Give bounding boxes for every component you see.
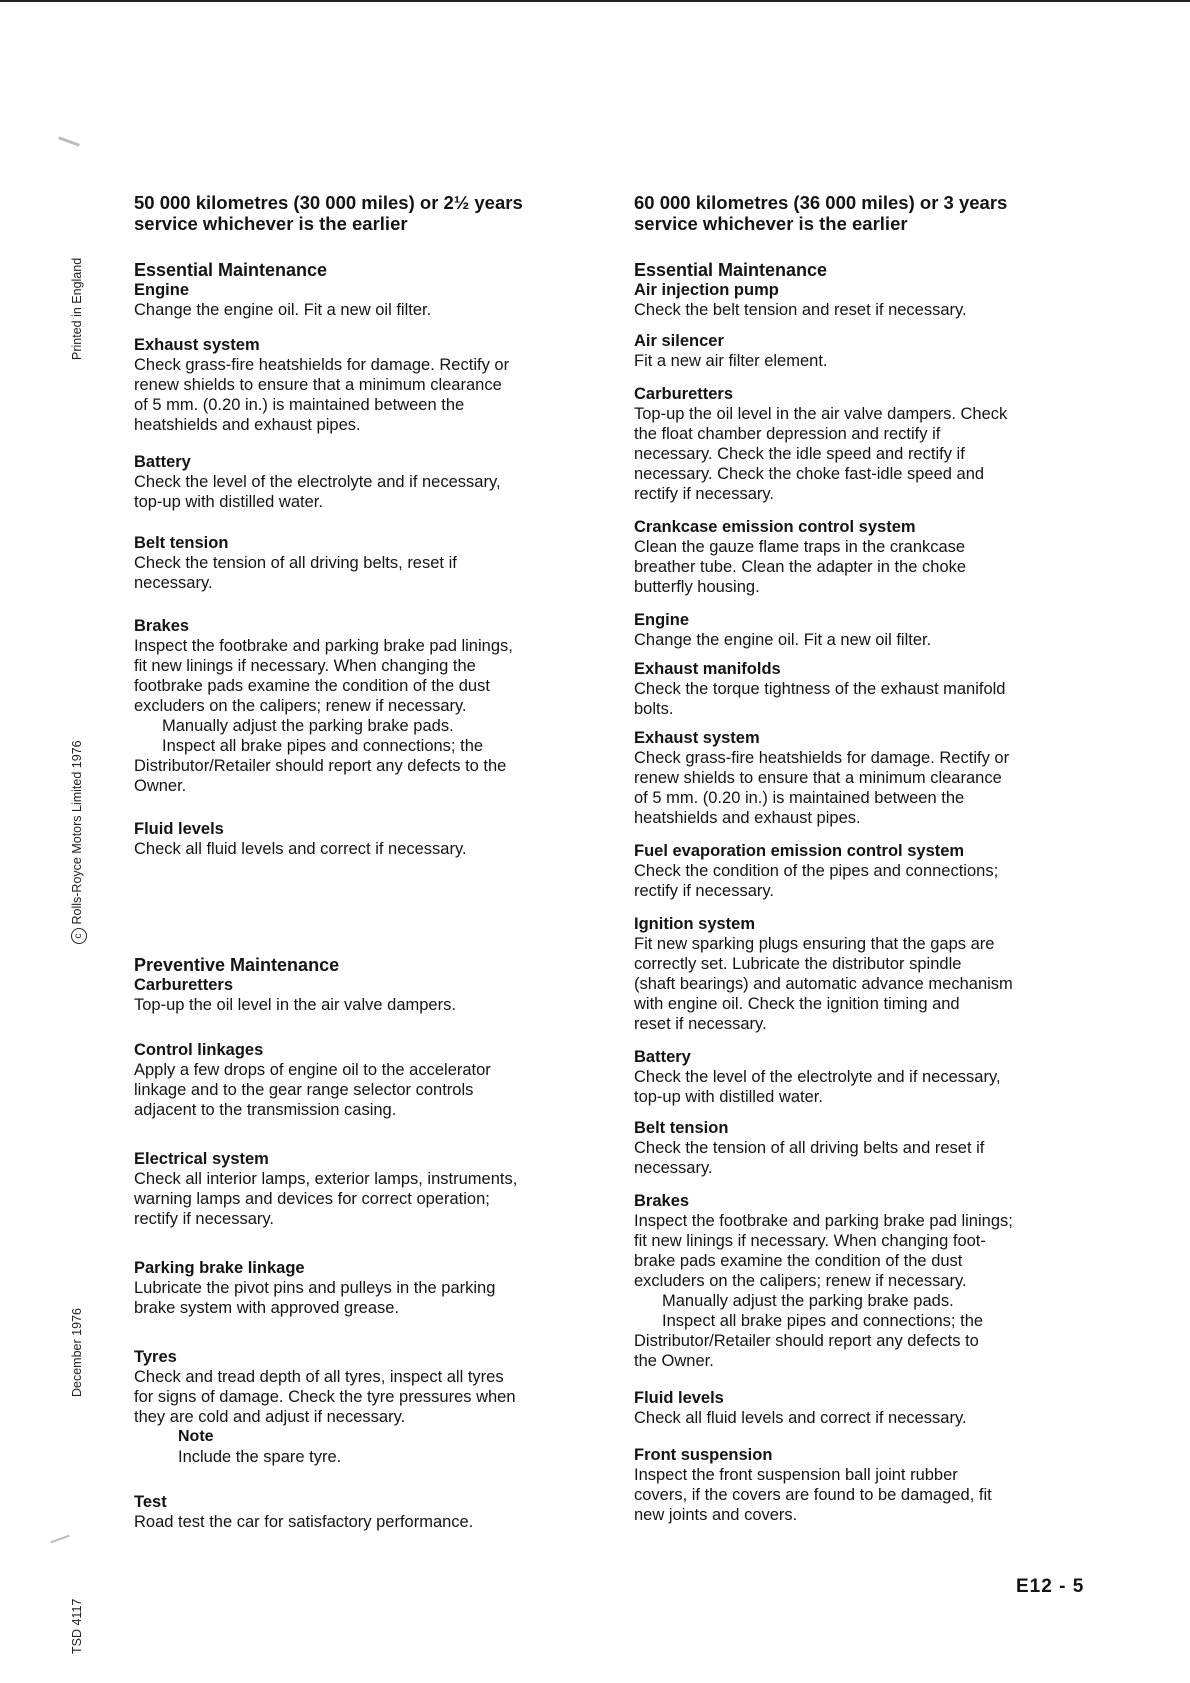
text-line: Inspect all brake pipes and connections; the: [662, 1312, 984, 1330]
left-essential-title: Essential Maintenance: [134, 260, 328, 280]
text-line: Apply a few drops of engine oil to the accelerator: [134, 1061, 491, 1079]
section-title: Exhaust system: [634, 729, 760, 747]
section-body: [134, 1060, 614, 1120]
section-title: Belt tension: [634, 1119, 729, 1137]
text-line: Check grass-fire heatshields for damage. Rectify or: [634, 749, 1010, 767]
text-line: Check the belt tension and reset if necessary.: [634, 301, 967, 319]
section-brakes: [634, 1192, 1104, 1371]
section-title: Carburetters: [634, 385, 734, 403]
section-title: Belt tension: [134, 534, 229, 552]
text-line: Check grass-fire heatshields for damage. Rectify or: [134, 356, 510, 374]
section-control-linkages: [134, 1041, 614, 1120]
copyright-notice: [70, 740, 87, 948]
section-brakes: [134, 617, 614, 796]
text-line: adjacent to the transmission casing.: [134, 1101, 397, 1119]
section-title: Battery: [634, 1048, 691, 1066]
section-body: [134, 1512, 614, 1532]
right-interval-heading: [634, 192, 1104, 234]
section-body: [634, 1211, 1104, 1371]
text-line: (shaft bearings) and automatic advance mechanism: [634, 975, 1013, 993]
copyright-text: Rolls-Royce Motors Limited 1976: [70, 740, 84, 925]
printed-in-england: Printed in England: [70, 257, 84, 360]
section-front-suspension: [634, 1446, 1104, 1525]
section-title: Parking brake linkage: [134, 1259, 305, 1277]
section-title: Exhaust system: [134, 336, 260, 354]
text-line: with engine oil. Check the ignition timing and: [634, 995, 960, 1013]
section-title: Engine: [634, 611, 690, 629]
section-body: [634, 404, 1104, 504]
text-line: Check and tread depth of all tyres, inspect all tyres: [134, 1368, 504, 1386]
section-body: [134, 300, 614, 320]
section-body: [634, 537, 1104, 597]
note-title: Note: [178, 1428, 214, 1445]
section-body: [134, 995, 614, 1015]
section-air-injection-pump: [634, 281, 1104, 320]
section-title: Air silencer: [634, 332, 724, 350]
text-line: Check all fluid levels and correct if necessary.: [134, 840, 467, 858]
text-line: Distributor/Retailer should report any defects to the: [134, 757, 507, 775]
section-body: [634, 630, 1104, 650]
section-body: [134, 553, 614, 593]
section-title: Brakes: [134, 617, 190, 635]
section-parking-brake-linkage: [134, 1259, 614, 1318]
section-body: [134, 636, 614, 796]
section-test: [134, 1493, 614, 1532]
text-line: heatshields and exhaust pipes.: [134, 416, 361, 434]
text-line: for signs of damage. Check the tyre pressures when: [134, 1388, 516, 1406]
text-line: renew shields to ensure that a minimum clearance: [134, 376, 502, 394]
section-body: [134, 355, 614, 435]
section-title: Fluid levels: [134, 820, 224, 838]
text-line: Owner.: [134, 777, 187, 795]
section-belt-tension: [134, 534, 614, 593]
section-engine: [634, 611, 1104, 650]
text-line: covers, if the covers are found to be damaged, fit: [634, 1486, 992, 1504]
text-line: rectify if necessary.: [634, 882, 774, 900]
text-line: Fit a new air filter element.: [634, 352, 828, 370]
text-line: Check the tension of all driving belts and reset if: [634, 1139, 985, 1157]
text-line: Inspect the footbrake and parking brake pad linings;: [634, 1212, 1013, 1230]
section-title: Fuel evaporation emission control system: [634, 842, 965, 860]
section-body: [634, 300, 1104, 320]
issue-date: December 1976: [70, 1308, 84, 1397]
text-line: top-up with distilled water.: [634, 1088, 823, 1106]
section-body: [134, 472, 614, 512]
section-title: Carburetters: [134, 976, 234, 994]
heading-line: 50 000 kilometres (30 000 miles) or 2½ years: [134, 192, 523, 213]
section-title: Brakes: [634, 1192, 690, 1210]
heading-line: service whichever is the earlier: [634, 213, 908, 234]
text-line: Top-up the oil level in the air valve dampers. Check: [634, 405, 1008, 423]
section-ignition-system: [634, 915, 1104, 1034]
section-title: Ignition system: [634, 915, 756, 933]
text-line: reset if necessary.: [634, 1015, 767, 1033]
scan-mark: [50, 1535, 69, 1544]
text-line: the Owner.: [634, 1352, 714, 1370]
section-exhaust-system: [634, 729, 1104, 828]
section-air-silencer: [634, 332, 1104, 371]
text-line: Check the tension of all driving belts, reset if: [134, 554, 457, 572]
text-line: Check the level of the electrolyte and if necessary,: [134, 473, 501, 491]
right-column: [634, 192, 1104, 1525]
section-body: [634, 934, 1104, 1034]
text-line: Check the condition of the pipes and connections;: [634, 862, 999, 880]
section-title: Electrical system: [134, 1150, 269, 1168]
text-line: Top-up the oil level in the air valve dampers.: [134, 996, 456, 1014]
section-body: [634, 1138, 1104, 1178]
section-body: [634, 748, 1104, 828]
section-title: Crankcase emission control system: [634, 518, 916, 536]
note-text: Include the spare tyre.: [178, 1448, 342, 1466]
section-title: Air injection pump: [634, 281, 779, 299]
section-title: Fluid levels: [634, 1389, 724, 1407]
section-belt-tension: [634, 1119, 1104, 1178]
text-line: rectify if necessary.: [134, 1210, 274, 1228]
section-engine: [134, 281, 614, 320]
section-crankcase-emission: [634, 518, 1104, 597]
text-line: Inspect the footbrake and parking brake pad linings,: [134, 637, 513, 655]
text-line: breather tube. Clean the adapter in the choke: [634, 558, 967, 576]
section-fluid-levels: [634, 1389, 1104, 1428]
text-line: footbrake pads examine the condition of the dust: [134, 677, 490, 695]
text-line: necessary. Check the choke fast-idle speed and: [634, 465, 985, 483]
left-column: [134, 192, 614, 1532]
section-body: [134, 1278, 614, 1318]
heading-line: 60 000 kilometres (36 000 miles) or 3 years: [634, 192, 1008, 213]
page-top-rule: [0, 0, 1190, 2]
section-fluid-levels: [134, 820, 614, 859]
text-line: Manually adjust the parking brake pads.: [662, 1292, 954, 1310]
section-fuel-evaporation: [634, 842, 1104, 901]
text-line: brake system with approved grease.: [134, 1299, 400, 1317]
text-line: heatshields and exhaust pipes.: [634, 809, 861, 827]
section-body: [134, 839, 614, 859]
text-line: fit new linings if necessary. When changing foot-: [634, 1232, 986, 1250]
left-interval-heading: [134, 192, 614, 234]
text-line: rectify if necessary.: [634, 485, 774, 503]
text-line: necessary.: [634, 1159, 713, 1177]
text-line: Manually adjust the parking brake pads.: [162, 717, 454, 735]
text-line: fit new linings if necessary. When changing the: [134, 657, 476, 675]
text-line: they are cold and adjust if necessary.: [134, 1408, 406, 1426]
text-line: Check the torque tightness of the exhaust manifold: [634, 680, 1006, 698]
section-tyres: [134, 1348, 614, 1467]
text-line: necessary. Check the idle speed and rectify if: [634, 445, 965, 463]
text-line: Check all interior lamps, exterior lamps, instruments,: [134, 1170, 518, 1188]
text-line: Inspect all brake pipes and connections; the: [162, 737, 484, 755]
section-carburetters: [634, 385, 1104, 504]
section-title: Control linkages: [134, 1041, 264, 1059]
text-line: Check the level of the electrolyte and if necessary,: [634, 1068, 1001, 1086]
text-line: new joints and covers.: [634, 1506, 798, 1524]
text-line: renew shields to ensure that a minimum clearance: [634, 769, 1002, 787]
section-battery: [134, 453, 614, 512]
text-line: warning lamps and devices for correct operation;: [134, 1190, 490, 1208]
section-exhaust-manifolds: [634, 660, 1104, 719]
text-line: excluders on the calipers; renew if necessary.: [134, 697, 467, 715]
section-title: Battery: [134, 453, 191, 471]
scan-mark: [58, 136, 80, 146]
section-body: [134, 1367, 614, 1427]
section-title: Tyres: [134, 1348, 177, 1366]
text-line: Clean the gauze flame traps in the crankcase: [634, 538, 966, 556]
text-line: butterfly housing.: [634, 578, 760, 596]
left-preventive-title: Preventive Maintenance: [134, 955, 340, 975]
page-number: E12 - 5: [1016, 1576, 1085, 1597]
section-body: [634, 351, 1104, 371]
section-body: [634, 1465, 1104, 1525]
text-line: bolts.: [634, 700, 674, 718]
section-title: Test: [134, 1493, 167, 1511]
right-essential-title: Essential Maintenance: [634, 260, 828, 280]
section-body: [634, 1408, 1104, 1428]
text-line: linkage and to the gear range selector controls: [134, 1081, 474, 1099]
section-title: Exhaust manifolds: [634, 660, 781, 678]
text-line: of 5 mm. (0.20 in.) is maintained between the: [634, 789, 965, 807]
text-line: Lubricate the pivot pins and pulleys in the parking: [134, 1279, 496, 1297]
text-line: correctly set. Lubricate the distributor spindle: [634, 955, 962, 973]
text-line: Change the engine oil. Fit a new oil filter.: [134, 301, 432, 319]
text-line: the float chamber depression and rectify if: [634, 425, 941, 443]
text-line: necessary.: [134, 574, 213, 592]
text-line: brake pads examine the condition of the dust: [634, 1252, 963, 1270]
text-line: Road test the car for satisfactory performance.: [134, 1513, 474, 1531]
section-electrical-system: [134, 1150, 614, 1229]
text-line: of 5 mm. (0.20 in.) is maintained between the: [134, 396, 465, 414]
text-line: Fit new sparking plugs ensuring that the gaps are: [634, 935, 995, 953]
text-line: top-up with distilled water.: [134, 493, 323, 511]
section-body: [634, 679, 1104, 719]
section-body: [134, 1169, 614, 1229]
section-battery: [634, 1048, 1104, 1107]
text-line: excluders on the calipers; renew if necessary.: [634, 1272, 967, 1290]
heading-line: service whichever is the earlier: [134, 213, 408, 234]
section-title: Front suspension: [634, 1446, 773, 1464]
section-title: Engine: [134, 281, 190, 299]
text-line: Inspect the front suspension ball joint rubber: [634, 1466, 958, 1484]
section-body: [634, 1067, 1104, 1107]
copyright-symbol: c: [71, 928, 87, 944]
section-carburetters: [134, 976, 614, 1015]
tsd-reference: TSD 4117: [70, 1598, 84, 1654]
text-line: Check all fluid levels and correct if necessary.: [634, 1409, 967, 1427]
section-exhaust-system: [134, 336, 614, 435]
text-line: Distributor/Retailer should report any defects to: [634, 1332, 979, 1350]
text-line: Change the engine oil. Fit a new oil filter.: [634, 631, 932, 649]
section-body: [634, 861, 1104, 901]
